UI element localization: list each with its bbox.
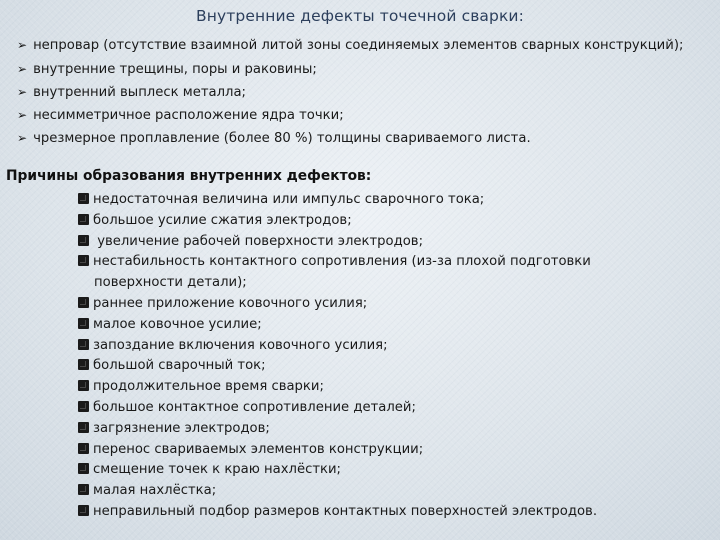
cause-text: большой сварочный ток;	[93, 358, 266, 374]
defect-item	[17, 81, 711, 104]
cause-text: загрязнение электродов;	[93, 420, 270, 436]
checkbox-bullet-icon	[78, 505, 89, 516]
cause-text: малая нахлёстка;	[93, 483, 217, 499]
cause-item	[78, 356, 678, 377]
checkbox-bullet-icon	[78, 401, 89, 412]
cause-text: большое контактное сопротивление деталей;	[93, 399, 416, 415]
checkbox-bullet-icon	[78, 463, 89, 474]
arrow-bullet-icon: ➢	[17, 38, 28, 52]
slide-title: Внутренние дефекты точечной сварки:	[196, 7, 524, 25]
cause-item	[78, 252, 678, 294]
arrow-bullet-icon: ➢	[17, 131, 28, 145]
cause-item	[78, 336, 678, 357]
defect-text: чрезмерное проплавление (более 80 %) толщины свариваемого листа.	[33, 131, 531, 146]
cause-text: нестабильность контактного сопротивления (из-за плохой подготовки поверхности детали);	[93, 254, 591, 291]
defect-text: внутренний выплеск металла;	[33, 85, 246, 100]
cause-text: большое усилие сжатия электродов;	[93, 212, 352, 228]
checkbox-bullet-icon	[78, 255, 89, 266]
checkbox-bullet-icon	[78, 422, 89, 433]
checkbox-bullet-icon	[78, 443, 89, 454]
cause-text: увеличение рабочей поверхности электродов;	[93, 233, 424, 249]
checkbox-bullet-icon	[78, 193, 89, 204]
defect-item	[17, 58, 711, 81]
cause-item	[78, 211, 678, 232]
cause-item	[78, 232, 678, 253]
cause-item	[78, 377, 678, 398]
cause-text: раннее приложение ковочного усилия;	[93, 295, 368, 311]
defect-text: непровар (отсутствие взаимной литой зоны соединяемых элементов сварных конструкций);	[33, 38, 684, 53]
causes-heading: Причины образования внутренних дефектов:	[6, 168, 372, 184]
cause-text: смещение точек к краю нахлёстки;	[93, 462, 341, 478]
defect-text: внутренние трещины, поры и раковины;	[33, 62, 317, 77]
checkbox-bullet-icon	[78, 339, 89, 350]
cause-text: малое ковочное усилие;	[93, 316, 262, 332]
checkbox-bullet-icon	[78, 318, 89, 329]
cause-text: недостаточная величина или импульс сварочного тока;	[93, 192, 485, 207]
cause-item	[78, 398, 678, 419]
defects-list	[17, 35, 711, 150]
cause-text: запоздание включения ковочного усилия;	[93, 337, 388, 353]
defect-item	[17, 104, 711, 127]
cause-item	[78, 190, 678, 211]
cause-item	[78, 481, 678, 502]
cause-item	[78, 440, 678, 461]
checkbox-bullet-icon	[78, 235, 89, 246]
cause-text: перенос свариваемых элементов конструкции;	[93, 441, 424, 457]
cause-item	[78, 315, 678, 336]
cause-item	[78, 294, 678, 315]
defect-item	[17, 127, 711, 150]
defect-text: несимметричное расположение ядра точки;	[33, 108, 344, 123]
cause-item	[78, 460, 678, 481]
cause-text: неправильный подбор размеров контактных поверхностей электродов.	[93, 503, 598, 519]
cause-item	[78, 502, 678, 523]
cause-item	[78, 419, 678, 440]
arrow-bullet-icon: ➢	[17, 85, 28, 99]
checkbox-bullet-icon	[78, 297, 89, 308]
checkbox-bullet-icon	[78, 484, 89, 495]
causes-list	[78, 190, 678, 523]
checkbox-bullet-icon	[78, 380, 89, 391]
checkbox-bullet-icon	[78, 214, 89, 225]
cause-text: продолжительное время сварки;	[93, 379, 324, 395]
defect-item	[17, 35, 711, 56]
checkbox-bullet-icon	[78, 359, 89, 370]
arrow-bullet-icon: ➢	[17, 62, 28, 76]
arrow-bullet-icon: ➢	[17, 108, 28, 122]
